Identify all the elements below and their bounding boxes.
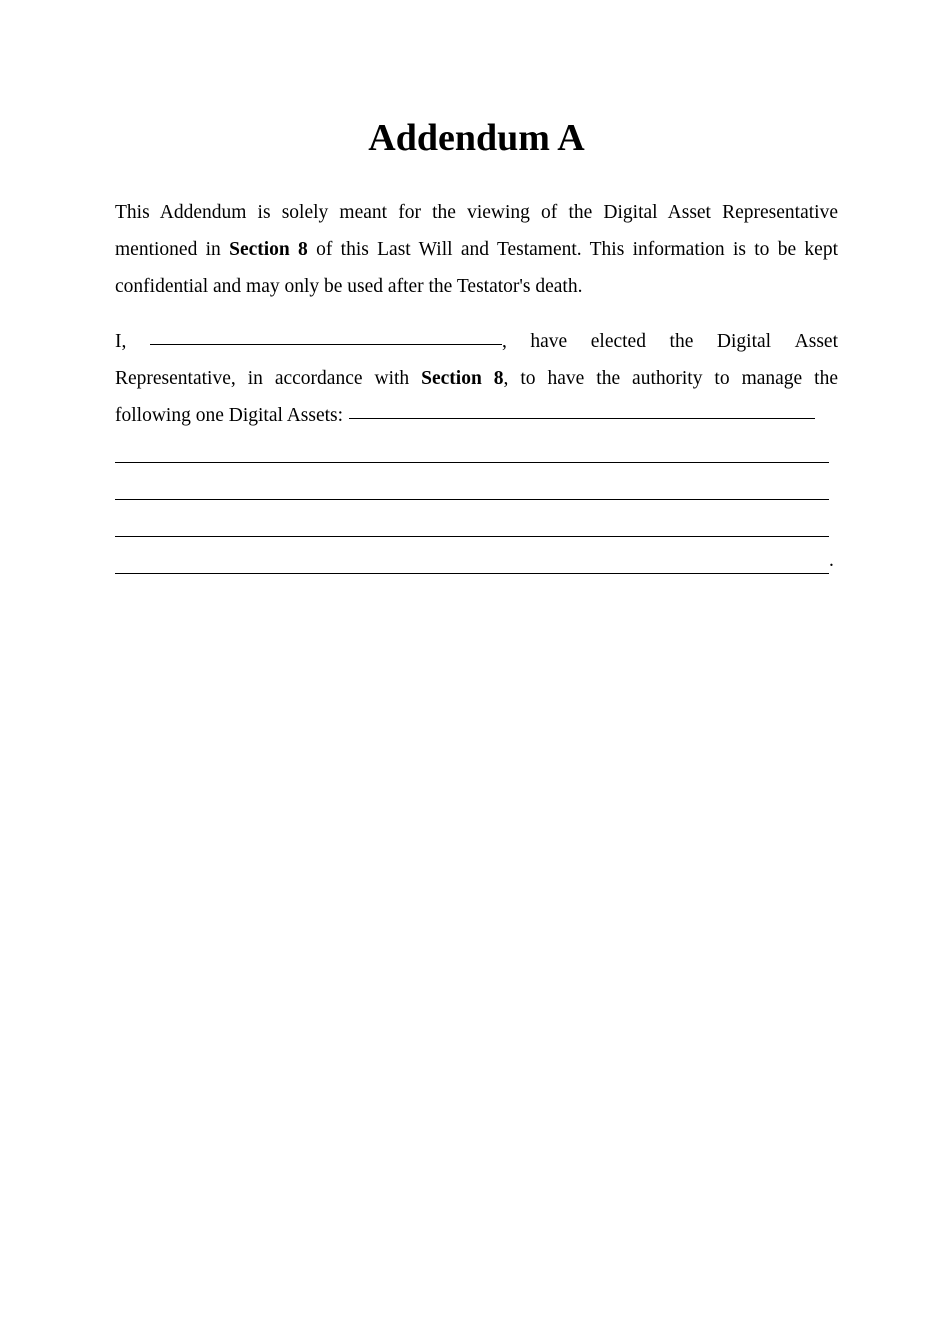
page-title: Addendum A: [368, 117, 585, 159]
testator-name-blank[interactable]: [150, 343, 502, 345]
election-line2-part1: Representative, in accordance with: [115, 368, 410, 389]
election-lead: I,: [115, 331, 127, 352]
intro-paragraph: [115, 194, 838, 305]
intro-text-part2: of this Last Will and Testament. This information is to be kept confidential and may only be used after the Testator's death.: [115, 239, 839, 297]
election-line-2: [115, 360, 838, 397]
election-paragraph: [115, 323, 838, 434]
election-word: elected: [590, 331, 646, 352]
digital-assets-line-1[interactable]: [115, 462, 829, 463]
election-line-3: [115, 397, 838, 434]
intro-section-ref: Section 8: [229, 239, 308, 260]
digital-assets-line-2[interactable]: [115, 499, 829, 500]
intro-text-part1: This Addendum is solely meant for the viewing of the Digital Asset Representative mentioned in: [115, 202, 838, 260]
election-line2-part2: , to have the authority to manage the: [503, 368, 838, 389]
election-section-ref: Section 8: [421, 368, 504, 389]
election-line3-lead: following one Digital Assets:: [115, 405, 344, 426]
testator-name-field[interactable]: [150, 323, 507, 360]
election-word: have: [530, 331, 568, 352]
election-word: Digital: [716, 331, 772, 352]
end-period: .: [829, 550, 834, 571]
election-line-1: [115, 323, 838, 360]
digital-assets-line-4[interactable]: [115, 573, 829, 574]
digital-assets-blank[interactable]: [349, 417, 815, 419]
election-word: Asset: [794, 331, 838, 352]
election-comma: ,: [501, 331, 507, 352]
digital-assets-line-3[interactable]: [115, 536, 829, 537]
election-word: the: [669, 331, 694, 352]
